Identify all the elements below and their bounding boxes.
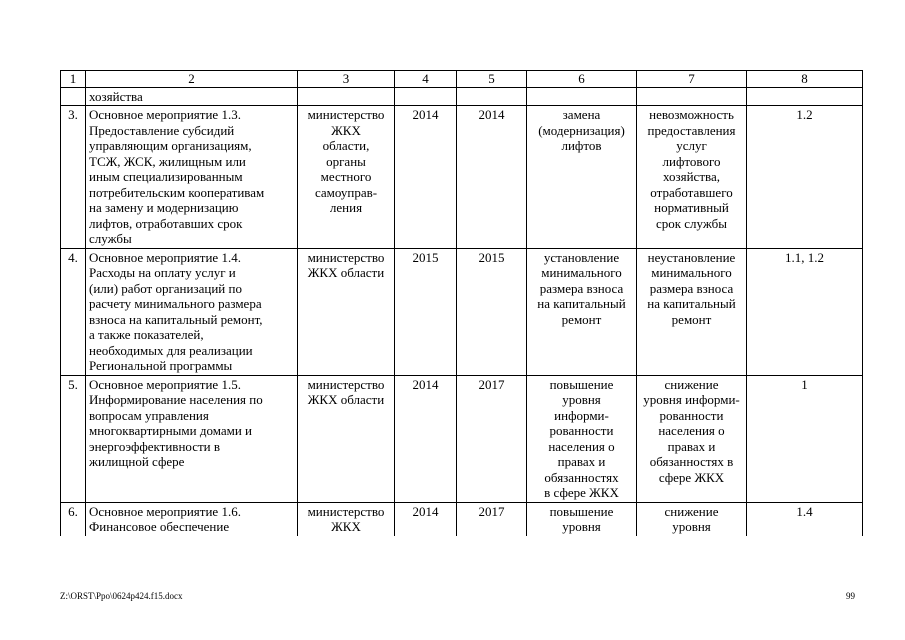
column-number: 8	[747, 71, 863, 88]
result-cell: повышение уровня	[527, 502, 637, 536]
footer-file-path: Z:\ORST\Ppo\0624p424.f15.docx	[60, 591, 183, 601]
start-year-cell: 2015	[395, 248, 457, 375]
row-number: 4.	[61, 248, 86, 375]
start-year-cell: 2014	[395, 375, 457, 502]
indicator-link-cell: 1.4	[747, 502, 863, 536]
measures-table	[60, 70, 863, 536]
table-row	[61, 248, 863, 375]
start-year-cell: 2014	[395, 106, 457, 249]
indicator-link-cell: 1.1, 1.2	[747, 248, 863, 375]
executor-cell: министерство ЖКХ области	[298, 248, 395, 375]
table-row	[61, 375, 863, 502]
column-number: 2	[86, 71, 298, 88]
column-number: 3	[298, 71, 395, 88]
continuation-text: хозяйства	[86, 87, 298, 106]
consequence-cell: невозможность предоставления услуг лифтового хозяйства, отработавшего нормативный срок службы	[637, 106, 747, 249]
row-number: 6.	[61, 502, 86, 536]
continuation-row	[61, 87, 863, 106]
measure-cell: Основное мероприятие 1.5. Информирование населения по вопросам управления многоквартирными домами и энергоэффективности в жилищной сфере	[86, 375, 298, 502]
end-year-cell: 2017	[457, 502, 527, 536]
executor-cell: министерство ЖКХ области, органы местного самоуправ- ления	[298, 106, 395, 249]
row-number: 3.	[61, 106, 86, 249]
executor-cell: министерство ЖКХ	[298, 502, 395, 536]
table-row	[61, 106, 863, 249]
consequence-cell: снижение уровня	[637, 502, 747, 536]
footer-page-number: 99	[846, 591, 855, 601]
consequence-cell: неустановление минимального размера взноса на капитальный ремонт	[637, 248, 747, 375]
column-number: 5	[457, 71, 527, 88]
measure-cell: Основное мероприятие 1.3. Предоставление субсидий управляющим организациям, ТСЖ, ЖСК, жилищным или иным специализированным потребительским кооперативам на замену и модернизацию лифтов, отработавших срок службы	[86, 106, 298, 249]
column-number: 7	[637, 71, 747, 88]
result-cell: повышение уровня информи- рованности населения о правах и обязанностях в сфере ЖКХ	[527, 375, 637, 502]
start-year-cell: 2014	[395, 502, 457, 536]
table-row	[61, 502, 863, 536]
consequence-cell: снижение уровня информи- рованности населения о правах и обязанностях в сфере ЖКХ	[637, 375, 747, 502]
column-number: 4	[395, 71, 457, 88]
measure-cell: Основное мероприятие 1.6. Финансовое обеспечение	[86, 502, 298, 536]
column-number: 1	[61, 71, 86, 88]
column-number: 6	[527, 71, 637, 88]
row-number: 5.	[61, 375, 86, 502]
executor-cell: министерство ЖКХ области	[298, 375, 395, 502]
indicator-link-cell: 1	[747, 375, 863, 502]
indicator-link-cell: 1.2	[747, 106, 863, 249]
end-year-cell: 2017	[457, 375, 527, 502]
measure-cell: Основное мероприятие 1.4. Расходы на оплату услуг и (или) работ организаций по расчету минимального размера взноса на капитальный ремонт, а также показателей, необходимых для реализации Региональной программы	[86, 248, 298, 375]
result-cell: установление минимального размера взноса на капитальный ремонт	[527, 248, 637, 375]
end-year-cell: 2014	[457, 106, 527, 249]
column-number-header-row	[61, 71, 863, 88]
end-year-cell: 2015	[457, 248, 527, 375]
result-cell: замена (модернизация) лифтов	[527, 106, 637, 249]
